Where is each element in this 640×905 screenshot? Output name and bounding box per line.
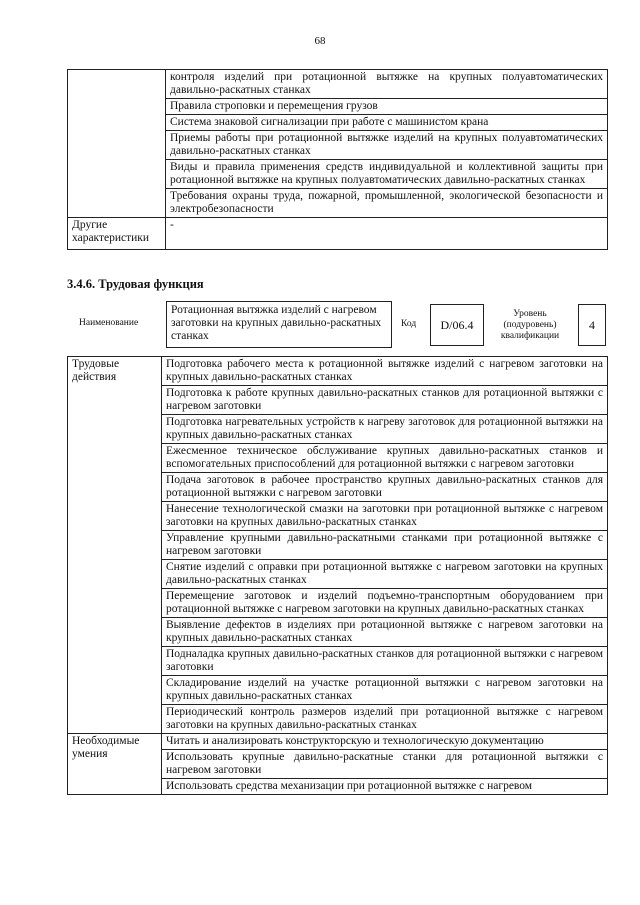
labor-action-item: Подача заготовок в рабочее пространство крупных давильно-раскатных станков для ротационной вытяжки с нагревом заготовки (162, 473, 608, 502)
labor-action-item: Выявление дефектов в изделиях при ротационной вытяжке с нагревом заготовки на крупных давильно-раскатных станках (162, 618, 608, 647)
labor-action-item: Подготовка рабочего места к ротационной вытяжке изделий с нагревом заготовки на крупных давильно-раскатных станках (162, 357, 608, 386)
skill-item: Читать и анализировать конструкторскую и технологическую документацию (162, 734, 608, 750)
labor-function-table (67, 356, 608, 795)
labor-action-item: Подготовка к работе крупных давильно-раскатных станков для ротационной вытяжки с нагревом заготовки (162, 386, 608, 415)
labor-action-item: Снятие изделий с оправки при ротационной вытяжке с нагревом заготовки на крупных давильно-раскатных станках (162, 560, 608, 589)
labor-actions-label: Трудовые действия (68, 357, 162, 734)
knowledge-item: Требования охраны труда, пожарной, промышленной, экологической безопасности и электробезопасности (166, 189, 608, 218)
empty-label-cell (68, 70, 166, 218)
knowledge-item: контроля изделий при ротационной вытяжке на крупных полуавтоматических давильно-раскатных станках (166, 70, 608, 99)
table-row (68, 734, 608, 750)
knowledge-item: Виды и правила применения средств индивидуальной и коллективной защиты при ротационной вытяжке на крупных полуавтоматических давильно-раскатных станках (166, 160, 608, 189)
name-label: Наименование (79, 318, 139, 328)
table-row (68, 70, 608, 99)
qualification-level-label: Уровень (подуровень) квалификации (500, 309, 560, 341)
knowledge-table-continued (67, 69, 608, 250)
table-row (68, 218, 608, 250)
page-number: 68 (314, 35, 326, 47)
section-heading: 3.4.6. Трудовая функция (67, 277, 204, 291)
skill-item: Использовать средства механизации при ротационной вытяжке с нагревом (162, 779, 608, 795)
table-row (68, 357, 608, 386)
labor-action-item: Подготовка нагревательных устройств к нагреву заготовок для ротационной вытяжки на крупных давильно-раскатных станках (162, 415, 608, 444)
labor-action-item: Перемещение заготовок и изделий подъемно-транспортным оборудованием при ротационной вытяжке с нагревом заготовки на крупных давильно-раскатных станках (162, 589, 608, 618)
function-name: Ротационная вытяжка изделий с нагревом заготовки на крупных давильно-раскатных станках (166, 301, 392, 348)
other-characteristics-value: - (166, 218, 608, 250)
labor-action-item: Ежесменное техническое обслуживание крупных давильно-раскатных станков и вспомогательных приспособлений для ротационной вытяжки с нагревом заготовки (162, 444, 608, 473)
required-skills-label: Необходимые умения (68, 734, 162, 795)
code-label: Код (401, 319, 417, 329)
knowledge-item: Приемы работы при ротационной вытяжке изделий на крупных полуавтоматических давильно-раскатных станках (166, 131, 608, 160)
skill-item: Использовать крупные давильно-раскатные станки для ротационной вытяжки с нагревом заготовки (162, 750, 608, 779)
qualification-level: 4 (578, 304, 606, 346)
knowledge-item: Правила строповки и перемещения грузов (166, 99, 608, 115)
labor-action-item: Подналадка крупных давильно-раскатных станков для ротационной вытяжки с нагревом заготовки (162, 647, 608, 676)
labor-action-item: Периодический контроль размеров изделий при ротационной вытяжке с нагревом заготовки на крупных давильно-раскатных станках (162, 705, 608, 734)
labor-action-item: Управление крупными давильно-раскатными станками при ротационной вытяжке с нагревом заготовки (162, 531, 608, 560)
labor-action-item: Складирование изделий на участке ротационной вытяжки с нагревом заготовки на крупных давильно-раскатных станках (162, 676, 608, 705)
labor-action-item: Нанесение технологической смазки на заготовки при ротационной вытяжке с нагревом заготовки на крупных давильно-раскатных станках (162, 502, 608, 531)
function-code: D/06.4 (430, 304, 484, 346)
other-characteristics-label: Другие характеристики (68, 218, 166, 250)
knowledge-item: Система знаковой сигнализации при работе с машинистом крана (166, 115, 608, 131)
